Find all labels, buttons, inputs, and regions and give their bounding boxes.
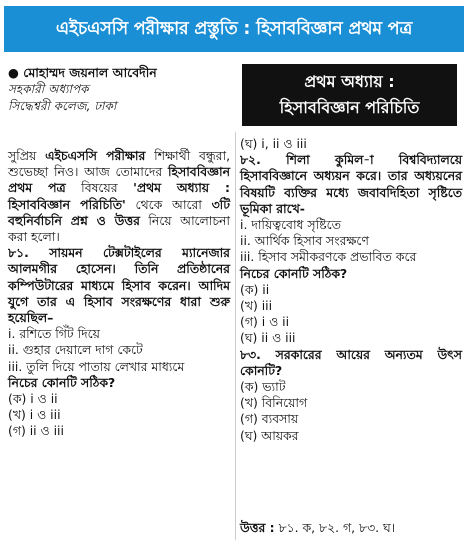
intro-text: নিয়ে আলোচনা করা হলো। xyxy=(8,212,230,245)
intro-bold: ৩টি বহুনির্বাচনি প্রশ্ন ও উত্তর xyxy=(8,196,230,228)
chapter-number: প্রথম অধ্যায় : xyxy=(304,72,395,91)
q82-prompt: নিচের কোনটি সঠিক? xyxy=(240,265,348,281)
q82-statement-1: i. দায়িত্ববোধ সৃষ্টিতে xyxy=(240,217,341,233)
column-divider xyxy=(235,132,236,540)
intro-paragraph xyxy=(8,148,230,245)
q81-option-c: (গ) ii ও iii xyxy=(8,423,64,439)
left-column xyxy=(8,148,230,440)
intro-text: বিষয়ের xyxy=(65,180,134,196)
q81-option-d: (ঘ) i, ii ও iii xyxy=(240,136,307,151)
q83-option-c: (গ) ব্যবসায় xyxy=(240,411,299,427)
intro-text: শিক্ষার্থী বন্ধুরা, শুভেচ্ছা নিও। আজ তোমাদের xyxy=(8,148,231,180)
question-83-stem: ৮৩. সরকারের আয়ের অন্যতম উৎস কোনটি? xyxy=(240,346,462,378)
banner-title: এইচএসসি পরীক্ষার প্রস্তুতি : হিসাববিজ্ঞান প্রথম পত্র xyxy=(4,6,464,52)
intro-bold: 'প্রথম অধ্যায় : হিসাববিজ্ঞান পরিচিতি' xyxy=(8,180,230,212)
q83-option-b: (খ) বিনিয়োগ xyxy=(240,395,308,411)
answer-key xyxy=(240,520,462,540)
q81-option-a: (ক) i ও ii xyxy=(8,391,58,407)
author-role: সহকারী অধ্যাপক xyxy=(8,82,89,96)
q81-statement-2: ii. গুহার দেয়ালে দাগ কেটে xyxy=(8,342,143,358)
author-block xyxy=(8,64,236,115)
answer-text: ৮১. ক, ৮২. গ, ৮৩. ঘ। xyxy=(274,520,396,535)
q81-prompt: নিচের কোনটি সঠিক? xyxy=(8,374,116,390)
q83-option-a: (ক) ভ্যাট xyxy=(240,379,286,395)
q82-option-c: (গ) i ও ii xyxy=(240,314,290,330)
intro-text: সুপ্রিয় xyxy=(8,148,46,163)
q83-option-d: (ঘ) আয়কর xyxy=(240,427,299,443)
intro-text: থেকে আরো xyxy=(125,196,212,212)
q82-option-a: (ক) ii xyxy=(240,281,270,297)
intro-bold: হিসাববিজ্ঞান প্রথম পত্র xyxy=(8,164,230,196)
q82-option-d: (ঘ) ii ও iii xyxy=(240,330,296,346)
q81-option-b: (খ) i ও iii xyxy=(8,407,61,423)
author-name: ● মোহাম্মদ জয়নাল আবেদীন xyxy=(8,65,157,80)
q81-statement-1: i. রশিতে গিঁট দিয়ে xyxy=(8,326,100,342)
intro-bold: এইচএসসি পরীক্ষার xyxy=(45,148,146,163)
q82-option-b: (খ) iii xyxy=(240,298,273,314)
chapter-title: হিসাববিজ্ঞান পরিচিতি xyxy=(279,98,420,117)
question-82-stem: ৮২. শিলা কুমিল-া বিশ্ববিদ্যালয়ে হিসাববিজ্ঞানে অধ্যয়ন করে। তার অধ্যয়নের বিষয়টি ব্যক্তির মধ্যে জবাবদিহিতা সৃষ্টিতে ভূমিকা রাখে- xyxy=(240,152,462,216)
chapter-heading xyxy=(242,64,457,126)
q81-statement-3: iii. তুলি দিয়ে পাতায় লেখার মাধ্যমে xyxy=(8,358,185,374)
q82-statement-2: ii. আর্থিক হিসাব সংরক্ষণে xyxy=(240,233,369,249)
answer-label: উত্তর : xyxy=(240,520,275,535)
right-column xyxy=(240,136,462,444)
q82-statement-3: iii. হিসাব সমীকরণকে প্রভাবিত করে xyxy=(240,249,417,265)
question-81-stem: ৮১. সায়মন টেক্সটাইলের ম্যানেজার আলমগীর হোসেন। তিনি প্রতিষ্ঠানের কম্পিউটারের মাধ্যমে হিসাব করেন। আদিম যুগে তার এ হিসাব সংরক্ষণের ধারা শুরু হয়েছিল– xyxy=(8,245,230,326)
author-college: সিদ্ধেশ্বরী কলেজ, ঢাকা xyxy=(8,99,117,113)
